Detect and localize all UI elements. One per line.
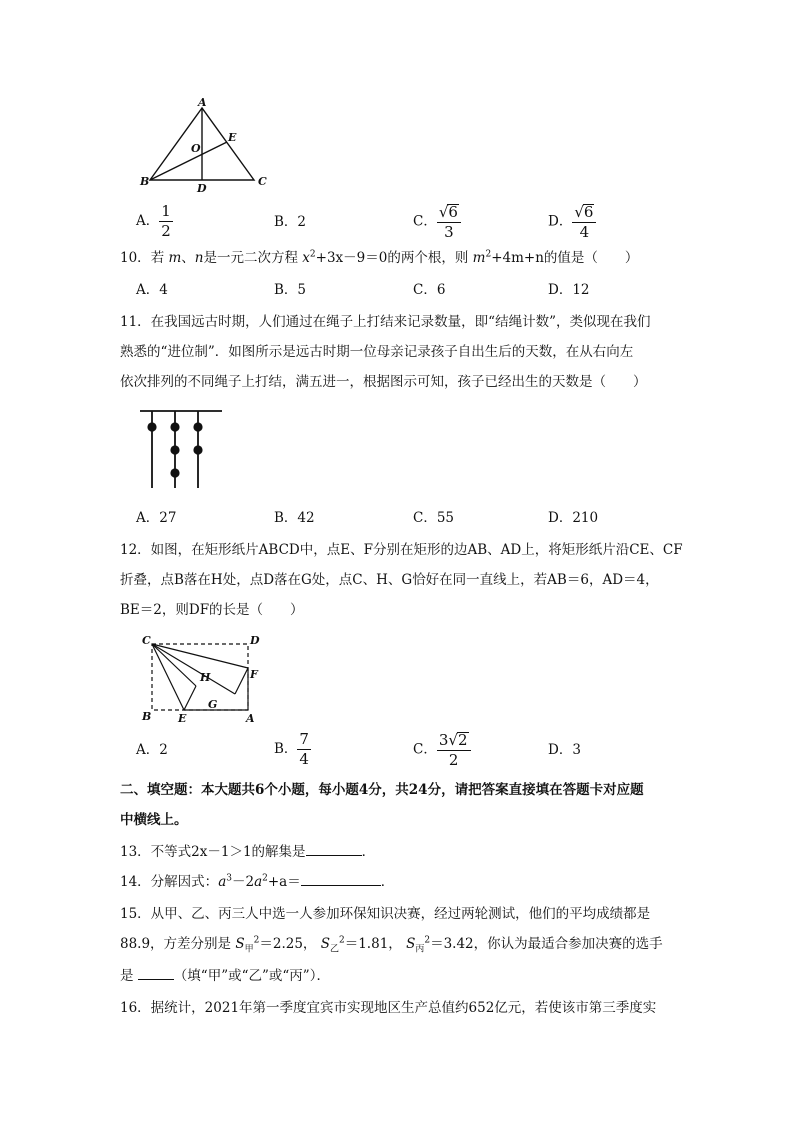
q11-option-b[interactable]: B．42	[274, 510, 315, 526]
q12-option-a[interactable]: A．2	[136, 742, 168, 758]
q9-option-c[interactable]: C． √ 6 3	[413, 204, 461, 240]
label-o: O	[191, 142, 201, 155]
section2-heading-line1: 二、填空题：本大题共6个小题，每小题4分，共24分，请把答案直接填在答题卡对应题	[120, 782, 644, 798]
q11-stem-line3: 依次排列的不同绳子上打结，满五进一，根据图示可知，孩子已经出生的天数是（ ）	[120, 374, 647, 390]
q9-option-b[interactable]: B．2	[274, 214, 307, 230]
q11-option-a[interactable]: A．27	[136, 510, 177, 526]
segment-be	[150, 142, 227, 180]
q15-stem-line3: 是 （填“甲”或“乙”或“丙”）．	[120, 968, 330, 984]
q9-option-d[interactable]: D． √ 6 4	[548, 204, 596, 240]
q11-stem-line2: 熟悉的“进位制”．如图所示是远古时期一位母亲记录孩子自出生后的天数，在从右向左	[120, 344, 634, 360]
q10-option-d[interactable]: D．12	[548, 282, 590, 298]
label-d: D	[250, 634, 260, 647]
q11-stem-line1: 11．在我国远古时期，人们通过在绳子上打结来记录数量，即“结绳计数”，类似现在我们	[120, 314, 651, 330]
triangle-figure	[136, 96, 272, 196]
label-e: E	[178, 712, 187, 724]
label-c: C	[142, 634, 151, 647]
q10-stem: 10．若 m、n是一元二次方程 $x^2+3x-9=0$的两个根，则 $m^2+4m+n$的值是（ ）	[120, 249, 639, 266]
label-f: F	[250, 668, 258, 681]
q12-stem-line1: 12．如图，在矩形纸片ABCD中，点E、F分别在矩形的边AB、AD上，将矩形纸片沿CE、CF	[120, 542, 683, 558]
label-e: E	[228, 131, 237, 144]
q12-option-b[interactable]: B． $\frac{7}{4}$	[274, 730, 309, 768]
label-b: B	[140, 175, 150, 188]
q16-stem-line1: 16．据统计，2021年第一季度宜宾市实现地区生产总值约652亿元，若使该市第三季度实	[120, 1000, 657, 1016]
label-b: B	[142, 710, 152, 723]
label-d: D	[197, 182, 207, 195]
label-a: A	[246, 712, 255, 724]
label-g: G	[208, 698, 218, 711]
rectangle-fold-figure	[138, 632, 268, 724]
q10-option-a[interactable]: A．4	[136, 282, 168, 298]
q15-stem-line2: 88.9，方差分别是 $S_甲^2=2.25$， $S_乙^2=1.81$， $S_丙^2=3.42$，你认为最适合参加决赛的选手	[120, 935, 663, 955]
q12-stem-line2: 折叠，点B落在H处，点D落在G处，点C、H、G恰好在同一直线上，若AB＝6，AD＝4，	[120, 572, 659, 588]
label-a: A	[198, 96, 207, 109]
q10-option-b[interactable]: B．5	[274, 282, 307, 298]
q13-stem: 13．不等式2x－1＞1的解集是 ．	[120, 844, 376, 860]
q10-option-c[interactable]: C．6	[413, 282, 446, 298]
q15-stem-line1: 15．从甲、乙、丙三人中选一人参加环保知识决赛，经过两轮测试，他们的平均成绩都是	[120, 906, 651, 922]
q15-answer-blank[interactable]	[138, 967, 174, 980]
q12-option-c[interactable]: C． 3 √ 2 2	[413, 732, 471, 768]
label-c: C	[258, 175, 267, 188]
q12-stem-line3: BE＝2，则DF的长是（ ）	[120, 602, 304, 618]
q13-answer-blank[interactable]	[306, 843, 362, 856]
knot-rope-figure	[136, 406, 226, 492]
q11-option-d[interactable]: D．210	[548, 510, 599, 526]
label-h: H	[200, 671, 211, 684]
q11-option-c[interactable]: C．55	[413, 510, 455, 526]
q9-option-a[interactable]: A． $\frac{1}{2}$	[136, 202, 171, 240]
q12-option-d[interactable]: D．3	[548, 742, 581, 758]
q14-stem: 14．分解因式：$a^3-2a^2+a=$ ．	[120, 873, 395, 890]
q14-answer-blank[interactable]	[301, 873, 381, 886]
section2-heading-line2: 中横线上。	[120, 812, 188, 828]
